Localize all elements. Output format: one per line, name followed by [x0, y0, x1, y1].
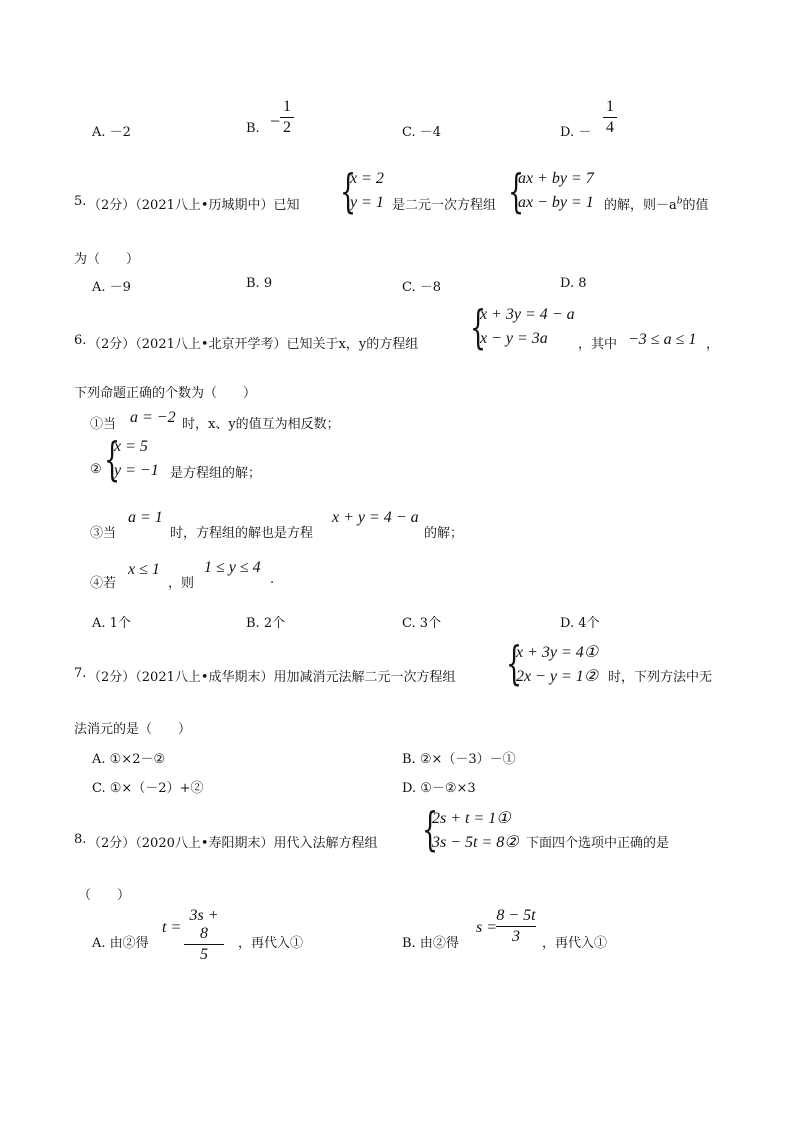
q4-option-b-label: B.: [246, 121, 260, 136]
q7-meta: （2分）（2021八上•成华期末）用加减消元法解二元一次方程组: [88, 670, 456, 685]
q6-option-c: C. 3个: [402, 616, 442, 631]
q7-option-a: A. ①×2－②: [92, 752, 166, 767]
q5-line2: 为（ ）: [74, 252, 140, 267]
q4-option-b-fraction: 1 2: [280, 98, 294, 137]
q6-statement-4-math2: 1 ≤ y ≤ 4: [204, 559, 261, 576]
q8-option-b-lhs: s =: [476, 919, 498, 936]
q8-option-b-post: ，再代入①: [542, 936, 608, 951]
q6-statement-2-system: { x = 5 y = −1: [104, 432, 159, 486]
q5-option-a: A. －9: [92, 280, 131, 295]
q4-option-b-minus: −: [270, 111, 281, 131]
q6-statement-4-post: .: [270, 572, 275, 587]
q6-statement-4-pre: ④若: [90, 576, 117, 591]
q6-equation-system: { x + 3y = 4 − a x − y = 3a: [470, 300, 575, 354]
q6-mid: ，其中: [578, 337, 618, 352]
q4-option-d-fraction: 1 4: [603, 98, 617, 137]
q8-option-a-lhs: t =: [162, 919, 182, 936]
q5-option-b: B. 9: [246, 276, 273, 291]
q5-tail: 的解，则$-a^b$的值: [604, 196, 709, 213]
q5-option-c: C. －8: [402, 280, 442, 295]
q6-line2: 下列命题正确的个数为（ ）: [74, 386, 257, 401]
q5-solution-system: { x = 2 y = 1: [340, 164, 384, 218]
q8-option-b-fraction: 8 − 5t 3: [496, 907, 536, 945]
q8-line2: （ ）: [78, 888, 131, 903]
q6-statement-3-post: 的解；: [424, 526, 464, 541]
q7-equation-system: { x + 3y = 4① 2x − y = 1②: [506, 636, 599, 690]
q6-comma: ，: [706, 337, 720, 352]
q7-number: 7.: [74, 666, 87, 681]
q6-option-d: D. 4个: [560, 616, 600, 631]
q6-option-a: A. 1个: [92, 616, 131, 631]
q5-mid: 是二元一次方程组: [392, 198, 497, 213]
q8-meta: （2分）（2020八上•寿阳期末）用代入法解方程组: [88, 836, 378, 851]
q6-number: 6.: [74, 333, 87, 348]
q6-statement-1-pre: ①当: [90, 417, 117, 432]
q6-statement-3-pre: ③当: [90, 526, 117, 541]
q6-statement-4-mid: ，则: [168, 576, 195, 591]
q8-option-a-pre: A. 由②得: [92, 936, 149, 951]
q8-tail: 下面四个选项中正确的是: [526, 836, 670, 851]
q7-tail: 时，下列方法中无: [608, 670, 713, 685]
q6-statement-2-pre: ②: [90, 462, 102, 477]
q8-option-a-post: ，再代入①: [238, 936, 304, 951]
q6-statement-3-math: a = 1: [128, 509, 163, 526]
q6-statement-1-math: a = −2: [130, 409, 176, 426]
q5-number: 5.: [74, 194, 87, 209]
q6-statement-2-post: 是方程组的解；: [170, 466, 262, 481]
q6-meta: （2分）（2021八上•北京开学考）已知关于x，y的方程组: [88, 337, 419, 352]
q8-number: 8.: [74, 832, 87, 847]
q7-option-c: C. ①×（－2）+②: [92, 781, 204, 796]
q5-equation-system: { ax + by = 7 ax − by = 1: [508, 164, 594, 218]
q8-option-a-fraction: 3s + 8 5: [184, 907, 224, 964]
q8-equation-system: { 2s + t = 1① 3s − 5t = 8②: [422, 802, 519, 856]
q7-option-d: D. ①－②×3: [402, 781, 476, 796]
q8-option-b-pre: B. 由②得: [402, 936, 459, 951]
q6-statement-4-math: x ≤ 1: [128, 561, 160, 578]
q4-option-a: A. －2: [92, 125, 131, 140]
q6-statement-3-mid: 时，方程组的解也是方程: [170, 526, 314, 541]
q7-line2: 法消元的是（ ）: [74, 722, 192, 737]
q6-option-b: B. 2个: [246, 616, 286, 631]
q7-option-b: B. ②×（－3）－①: [402, 752, 516, 767]
q6-condition: −3 ≤ a ≤ 1: [628, 331, 697, 348]
q4-option-d-label: D. －: [560, 125, 592, 140]
q5-option-d: D. 8: [560, 276, 587, 291]
q4-option-c: C. －4: [402, 125, 442, 140]
q5-meta: （2分）（2021八上•历城期中）已知: [88, 198, 300, 213]
q6-statement-3-math2: x + y = 4 − a: [332, 509, 419, 526]
q6-statement-1-post: 时，x、y的值互为相反数；: [182, 417, 340, 432]
